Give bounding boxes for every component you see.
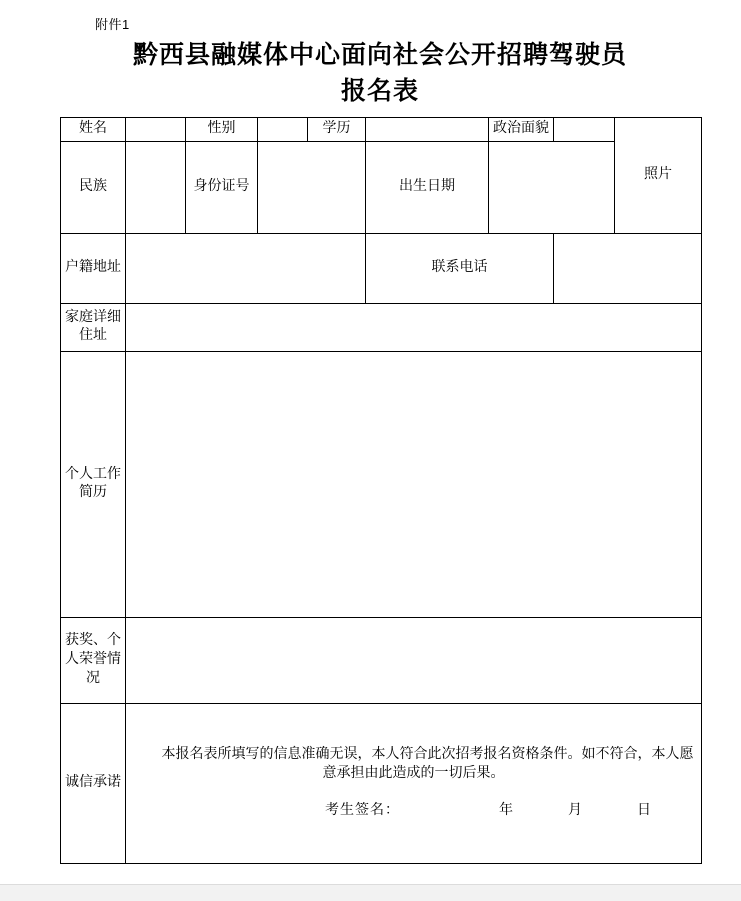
name-value[interactable] bbox=[126, 118, 186, 142]
table-row bbox=[61, 141, 702, 233]
work-resume-label: 个人工作简历 bbox=[61, 351, 126, 617]
page-title-line2: 报名表 bbox=[340, 78, 419, 106]
year-label: 年 bbox=[499, 802, 514, 818]
household-address-value[interactable] bbox=[126, 233, 366, 303]
photo-cell[interactable]: 照片 bbox=[615, 118, 702, 234]
phone-label: 联系电话 bbox=[366, 233, 554, 303]
month-label: 月 bbox=[568, 802, 583, 818]
awards-label: 获奖、个人荣誉情况 bbox=[61, 617, 126, 703]
id-number-label: 身份证号 bbox=[186, 141, 258, 233]
awards-value[interactable] bbox=[126, 617, 702, 703]
phone-value[interactable] bbox=[554, 233, 702, 303]
household-address-label: 户籍地址 bbox=[61, 233, 126, 303]
ethnicity-value[interactable] bbox=[126, 141, 186, 233]
day-label: 日 bbox=[637, 802, 652, 818]
registration-form-table bbox=[60, 117, 702, 864]
education-label: 学历 bbox=[308, 118, 366, 142]
birth-date-value[interactable] bbox=[489, 141, 615, 233]
table-row bbox=[61, 617, 702, 703]
name-label: 姓名 bbox=[61, 118, 126, 142]
attachment-label: 附件1 bbox=[95, 17, 130, 32]
table-row bbox=[61, 233, 702, 303]
pledge-text: 本报名表所填写的信息准确无误，本人符合此次招考报名资格条件。如不符合，本人愿意承担由此造成的一切后果。 bbox=[161, 747, 694, 781]
political-status-label: 政治面貌 bbox=[489, 118, 554, 142]
signature-label: 考生签名： bbox=[325, 802, 400, 818]
gender-value[interactable] bbox=[258, 118, 308, 142]
signature-line bbox=[129, 802, 698, 821]
page-title bbox=[60, 38, 700, 111]
table-row bbox=[61, 303, 702, 351]
political-status-value[interactable] bbox=[554, 118, 615, 142]
birth-date-label: 出生日期 bbox=[366, 141, 489, 233]
home-address-value[interactable] bbox=[126, 303, 702, 351]
work-resume-value[interactable] bbox=[126, 351, 702, 617]
table-row bbox=[61, 351, 702, 617]
education-value[interactable] bbox=[366, 118, 489, 142]
gender-label: 性别 bbox=[186, 118, 258, 142]
id-number-value[interactable] bbox=[258, 141, 366, 233]
pledge-label: 诚信承诺 bbox=[61, 703, 126, 863]
ethnicity-label: 民族 bbox=[61, 141, 126, 233]
table-row bbox=[61, 118, 702, 142]
page-bottom-strip bbox=[0, 884, 741, 901]
home-address-label: 家庭详细住址 bbox=[61, 303, 126, 351]
pledge-content bbox=[126, 703, 702, 863]
page-title-line1: 黔西县融媒体中心面向社会公开招聘驾驶员 bbox=[132, 42, 627, 69]
table-row bbox=[61, 703, 702, 863]
